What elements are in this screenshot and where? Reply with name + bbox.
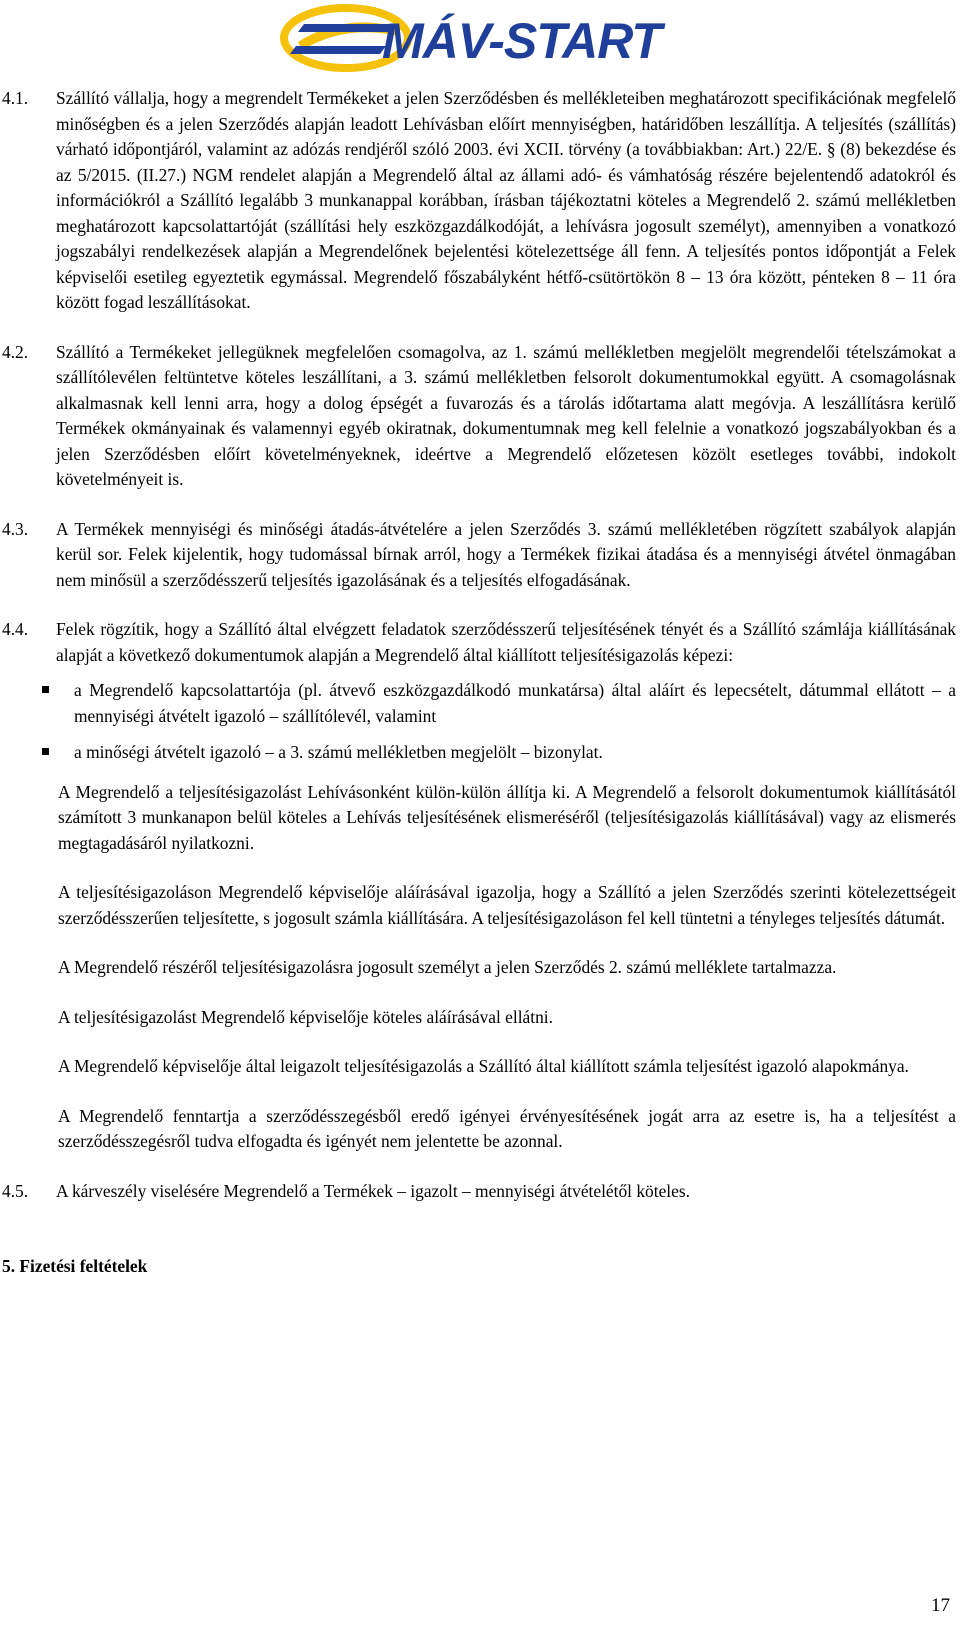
section-text: A Termékek mennyiségi és minőségi átadás-átvételére a jelen Szerződés 3. számú mellékletében rögzített szabályok alapján kerül sor. Felek kijelentik, hogy tudomással bírnak arról, hogy a Termékek fizikai átadása és a mennyiségi átvétel önmagában nem minősül a szerződésszerű teljesítés igazolásának és a teljesítés elfogadásának.: [56, 518, 956, 590]
list-item: a Megrendelő kapcsolattartója (pl. átvevő eszközgazdálkodó munkatársa) által aláírt és lepecsételt, dátummal ellátott – a mennyiségi átvételt igazoló – szállítólevél, valamint: [2, 678, 956, 729]
section-text: Felek rögzítik, hogy a Szállító által elvégzett feladatok szerződésszerű teljesítésének tényét és a Szállító számlája kiállításának alapját a következő dokumentumok alapján a Megrendelő által kiállított teljesítésigazolás képezi:: [56, 619, 956, 665]
section-4-3: [2, 517, 956, 594]
logo-graphic: [276, 2, 676, 72]
document-body: [2, 86, 956, 1280]
list-item: a minőségi átvételt igazoló – a 3. számú mellékletben megjelölt – bizonylat.: [2, 740, 956, 766]
paragraph: A teljesítésigazoláson Megrendelő képviselője aláírásával igazolja, hogy a Szállító a jelen Szerződés szerinti kötelezettségeit szerződésszerűen teljesítette, s jogosult számla kiállítására. A teljesítésigazoláson fel kell tüntetni a tényleges teljesítés dátumát.: [58, 882, 956, 928]
paragraph: A Megrendelő fenntartja a szerződésszegésből eredő igényei érvényesítésének jogát arra az esetre is, ha a teljesítést a szerződésszegésről tudva elfogadta és igényét nem jelentette be azonnal.: [58, 1105, 956, 1151]
bullet-list: [2, 678, 956, 766]
logo-text: MÁV-START: [382, 13, 661, 69]
mav-start-logo: [276, 2, 676, 72]
section-number: 4.1.: [2, 88, 29, 108]
section-4-2: [2, 340, 956, 493]
section-text: Szállító vállalja, hogy a megrendelt Termékeket a jelen Szerződésben és mellékleteiben meghatározott specifikációnak megfelelő minőségben és a jelen Szerződés alapján leadott Lehívásban előírt mennyiségben, határidőben leszállítja. A teljesítés (szállítás) várható időpontjáról, valamint az adózás rendjéről szóló 2003. évi XCII. törvény (a továbbiakban: Art.) 22/E. § (8) bekezdése és az 5/2015. (II.27.) NGM rendelet alapján a Megrendelő által az állami adó- és vámhatóság részére bejelentendő adatokról és információkról a Szállító legalább 3 munkanappal korábban, írásban tájékoztatni köteles a Megrendelő 2. számú mellékletben meghatározott kapcsolattartóját (szállítási hely eszközgazdálkodóját, a lehívásra jogosult személyt), amennyiben a vonatkozó jogszabályi rendelkezések alapján a Megrendelőnek bejelentési kötelezettsége áll fenn. A teljesítés pontos időpontját a Felek képviselői esetileg egyeztetik egymással. Megrendelő főszabályként hétfő-csütörtökön 8 – 13 óra között, pénteken 8 – 11 óra között fogad leszállításokat.: [56, 88, 956, 312]
section-4-1: [2, 86, 956, 316]
paragraph: A Megrendelő képviselője által leigazolt teljesítésigazolás a Szállító által kiállított számla teljesítést igazoló alapokmánya.: [58, 1056, 909, 1076]
page-number: 17: [931, 1595, 950, 1616]
section-4-4: [2, 617, 956, 668]
section-number: 4.3.: [2, 518, 29, 539]
section-4-4-paragraphs: [2, 780, 956, 1155]
section-number: 4.2.: [2, 341, 29, 362]
section-4-5: [2, 1179, 956, 1205]
section-text: Szállító a Termékeket jellegüknek megfelelően csomagolva, az 1. számú mellékletben megjelölt megrendelői tételszámokat a szállítólevélen feltüntetve köteles leszállítani, a 3. számú mellékletben felsorolt dokumentumokkal együtt. A csomagolásnak alkalmasnak kell lenni arra, hogy a dolog épségét a fuvarozás és a tárolás időtartama alatt megóvja. A leszállításra kerülő Termékek okmányainak és valamennyi egyéb okiratnak, dokumentumnak meg kell felelnie a vonatkozó jogszabályokban és a jelen Szerződésben előírt követelményeknek, ideértve a Megrendelő előzetesen közölt esetleges további, indokolt követelményeit is.: [56, 341, 956, 489]
section-number: 4.4.: [2, 619, 29, 639]
paragraph: A teljesítésigazolást Megrendelő képviselője köteles aláírásával ellátni.: [58, 1006, 553, 1027]
section-heading: 5. Fizetési feltételek: [2, 1256, 148, 1276]
section-number: 4.5.: [2, 1180, 29, 1201]
section-text: A kárveszély viselésére Megrendelő a Termékek – igazolt – mennyiségi átvételétől köteles.: [56, 1180, 690, 1201]
paragraph: A Megrendelő a teljesítésigazolást Lehívásonként külön-külön állítja ki. A Megrendelő a felsorolt dokumentumok kiállításától számított 3 munkanapon belül köteles a Lehívás teljesítésének elismeréséről (teljesítésigazolás kiállításával) vagy az elismerés megtagadásáról nyilatkozni.: [58, 781, 956, 853]
paragraph: A Megrendelő részéről teljesítésigazolásra jogosult személyt a jelen Szerződés 2. számú melléklete tartalmazza.: [58, 957, 837, 977]
